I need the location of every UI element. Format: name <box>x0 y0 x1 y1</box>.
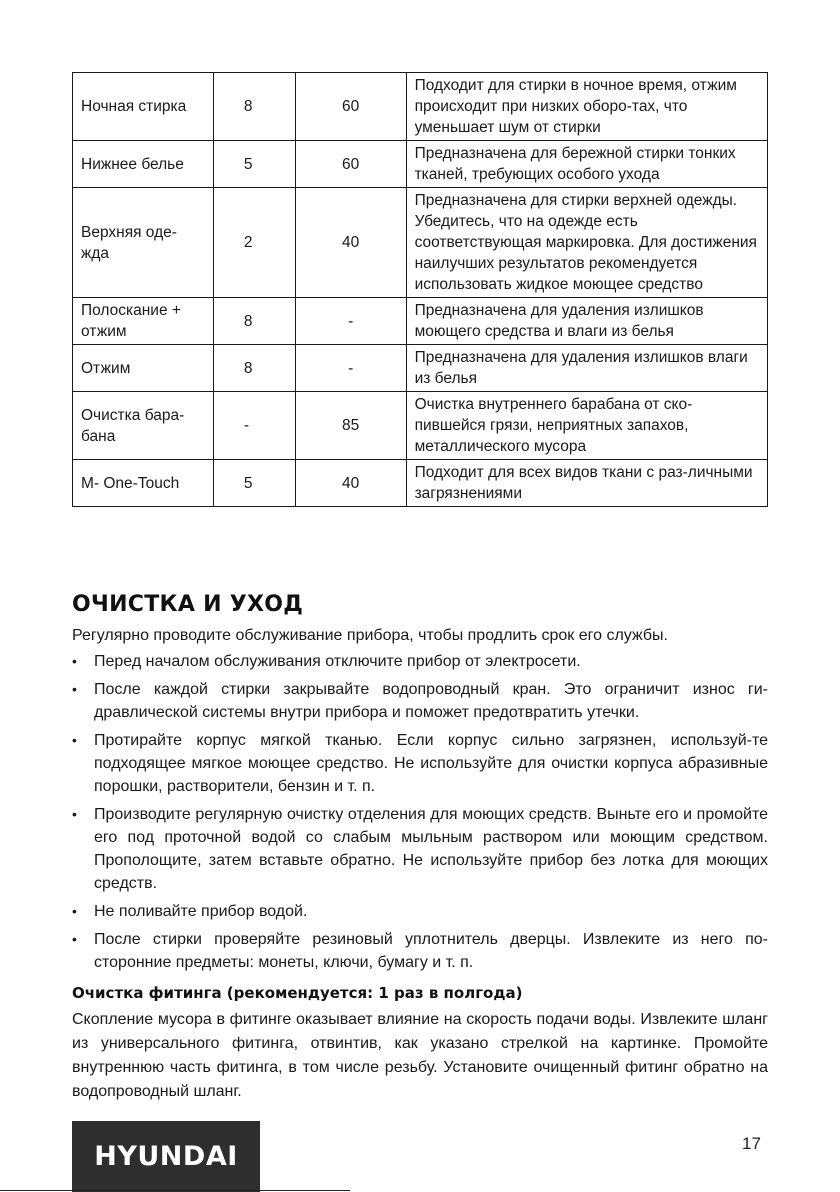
page-number: 17 <box>742 1134 761 1153</box>
program-load-cell: 8 <box>213 73 295 141</box>
table-row <box>73 298 768 345</box>
program-name-cell: Верхняя оде-жда <box>73 188 214 298</box>
program-description-cell: Предназначена для удаления излишков влаги из белья <box>406 345 767 392</box>
program-name-cell: Полоскание + отжим <box>73 298 214 345</box>
care-item: • Перед началом обслуживания отключите прибор от электросети. <box>72 650 768 673</box>
program-temp-cell: 40 <box>295 188 406 298</box>
table-row <box>73 392 768 460</box>
program-description-cell: Подходит для стирки в ночное время, отжим происходит при низких оборо-тах, что уменьшает шум от стирки <box>406 73 767 141</box>
bottom-rule <box>0 1190 350 1191</box>
table-row <box>73 141 768 188</box>
programs-table-body <box>73 73 768 507</box>
care-item: • Не поливайте прибор водой. <box>72 900 768 923</box>
care-list <box>72 650 768 979</box>
care-intro: Регулярно проводите обслуживание прибора, чтобы продлить срок его службы. <box>72 627 668 644</box>
table-row <box>73 188 768 298</box>
program-description-cell: Предназначена для бережной стирки тонких тканей, требующих особого ухода <box>406 141 767 188</box>
program-description-cell: Подходит для всех видов ткани с раз-личными загрязнениями <box>406 460 767 507</box>
section-title: ОЧИСТКА И УХОД <box>72 592 304 617</box>
program-name-cell: M- One-Touch <box>73 460 214 507</box>
program-name-cell: Очистка бара-бана <box>73 392 214 460</box>
program-temp-cell: 60 <box>295 73 406 141</box>
program-temp-cell: - <box>295 298 406 345</box>
care-item: • Производите регулярную очистку отделения для моющих средств. Выньте его и промойте его под проточной водой со слабым мыльным раствором или моющим средством. Прополощите, затем вставьте обратно. Не используйте прибор без лотка для моющих средств. <box>72 803 768 895</box>
program-temp-cell: - <box>295 345 406 392</box>
fitting-title: Очистка фитинга (рекомендуется: 1 раз в полгода) <box>72 984 523 1002</box>
program-load-cell: 5 <box>213 460 295 507</box>
table-row <box>73 460 768 507</box>
care-item: • После каждой стирки закрывайте водопроводный кран. Это ограничит износ ги-дравлической системы внутри прибора и поможет предотвратить утечки. <box>72 678 768 724</box>
program-name-cell: Нижнее белье <box>73 141 214 188</box>
programs-table <box>72 72 768 507</box>
program-load-cell: - <box>213 392 295 460</box>
table-row <box>73 73 768 141</box>
brand-logo: HYUNDAI <box>72 1121 260 1192</box>
program-load-cell: 5 <box>213 141 295 188</box>
fitting-text: Скопление мусора в фитинге оказывает влияние на скорость подачи воды. Извлеките шланг из универсального фитинга, отвинтив, как указано стрелкой на картинке. Промойте внутреннюю часть фитинга, в том числе резьбу. Установите очищенный фитинг обратно на водопроводный шланг. <box>72 1011 768 1100</box>
care-item: • Протирайте корпус мягкой тканью. Если корпус сильно загрязнен, используй-те подходящее мягкое моющее средство. Не используйте для очистки корпуса абразивные порошки, растворители, бензин и т. п. <box>72 729 768 798</box>
program-temp-cell: 60 <box>295 141 406 188</box>
program-name-cell: Ночная стирка <box>73 73 214 141</box>
program-description-cell: Очистка внутреннего барабана от ско-пившейся грязи, неприятных запахов, металлического мусора <box>406 392 767 460</box>
program-load-cell: 8 <box>213 345 295 392</box>
program-description-cell: Предназначена для стирки верхней одежды. Убедитесь, что на одежде есть соответствующая маркировка. Для достижения наилучших результатов рекомендуется использовать жидкое моющее средство <box>406 188 767 298</box>
program-load-cell: 2 <box>213 188 295 298</box>
table-row <box>73 345 768 392</box>
program-description-cell: Предназначена для удаления излишков моющего средства и влаги из белья <box>406 298 767 345</box>
care-item: • После стирки проверяйте резиновый уплотнитель дверцы. Извлеките из него по-сторонние предметы: монеты, ключи, бумагу и т. п. <box>72 928 768 974</box>
program-load-cell: 8 <box>213 298 295 345</box>
program-temp-cell: 40 <box>295 460 406 507</box>
program-temp-cell: 85 <box>295 392 406 460</box>
program-name-cell: Отжим <box>73 345 214 392</box>
